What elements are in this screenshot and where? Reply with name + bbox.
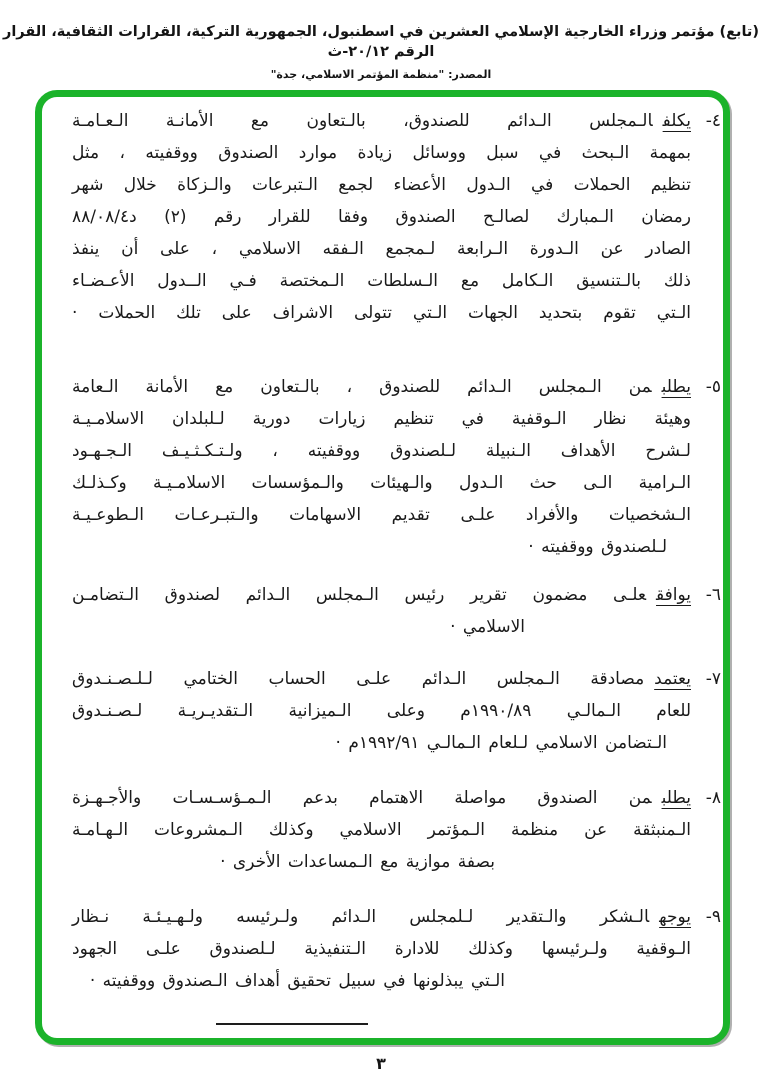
header-source-line: المصدر: "منظمة المؤتمر الاسلامي، جدة" — [270, 68, 492, 81]
item-lead-word: يعتمد — [654, 669, 691, 689]
item-lead-word: يوجه — [659, 907, 691, 927]
item-line: الاسلامي · — [450, 617, 525, 637]
item-lead-word: يطلب — [661, 377, 691, 397]
item-line: الـرامية الـى حث الـدول والـهيئات والـمؤسسات الاسلامـيـة وكـذلـك — [72, 473, 691, 493]
item-line: الـتي تقوم بتحديد الجهات الـتي تتولى الاشراف على تلك الحملات · — [72, 303, 691, 323]
document-header — [0, 0, 762, 82]
item-line: بصفة موازية مع الـمساعدات الأخرى · — [220, 852, 495, 872]
item-number: ٨- — [705, 788, 721, 808]
item-line: تنظيم الحملات في الـدول الأعضاء لجمع الـتبرعات والـزكاة خلال شهر — [72, 175, 691, 195]
resolution-item-4 — [72, 105, 721, 329]
item-line — [72, 901, 691, 933]
item-line — [72, 579, 691, 611]
header-title-line: (تابع) مؤتمر وزراء الخارجية الإسلامي العشرين في اسطنبول، الجمهورية التركية، القرارات الثقافية، القرار الرقم ٢٠/١٢-ث — [2, 24, 759, 60]
item-line: لـشرح الأهداف الـنبيلة لـلصندوق ووقفيته ، ولـتـكـثـيـف الـجـهـود — [72, 441, 691, 461]
green-border-frame — [35, 90, 730, 1045]
item-line-text: من الصندوق مواصلة الاهتمام بدعم الـمـؤسـسـات والأجـهـزة — [72, 788, 652, 808]
item-number: ٥- — [705, 377, 721, 397]
item-line: رمضان الـمبارك لصالـح الصندوق وفقا للقرار رقم (٢) د٨٨/٠٨/٤ — [72, 207, 691, 227]
resolution-item-9 — [72, 901, 721, 997]
item-number: ٩- — [705, 907, 721, 927]
item-line-text: الـشكر والـتقدير لـلمجلس الـدائم ولـرئيسه ولـهـيـئـة نـظار — [72, 907, 650, 927]
item-line: لـلصندوق ووقفيته · — [528, 537, 667, 557]
item-line: وهيئة نظار الـوقفية في تنظيم زيارات دورية لـلبلدان الاسلامـيـة — [72, 409, 691, 429]
item-line — [72, 663, 691, 695]
page-number: ٣ — [376, 1054, 386, 1073]
item-number: ٤- — [705, 111, 721, 131]
item-line: الـشخصيات والأفراد علـى تقديم الاسهامات والـتبـرعـات الـطوعـيـة — [72, 505, 691, 525]
item-lead-word: يطلب — [661, 788, 691, 808]
item-line-text: من الـمجلس الـدائم للصندوق ، بالـتعاون مع الأمانة الـعامة — [72, 377, 652, 397]
item-lead-word: يكلف — [662, 111, 691, 131]
item-line: للعام الـمالـي ١٩٩٠/٨٩م وعلى الـميزانية الـتقديـريـة لـصـنـدوق — [72, 701, 692, 721]
resolution-item-8 — [72, 782, 721, 878]
item-number: ٦- — [705, 585, 721, 605]
resolution-item-6 — [72, 579, 721, 643]
item-line: الصادر عن الـدورة الـرابعة لـمجمع الـفقه الاسلامي ، على أن ينفذ — [72, 239, 691, 259]
resolution-item-7 — [72, 663, 721, 759]
item-line: بمهمة الـبحث في سبل ووسائل زيادة موارد الصندوق ووقفيته ، مثل — [72, 143, 691, 163]
resolution-body — [42, 97, 723, 1025]
item-line: الـتضامن الاسلامي لـلعام الـمالـي ١٩٩٢/٩١م · — [335, 733, 667, 753]
item-lead-word: يوافق — [656, 585, 691, 605]
resolution-item-5 — [72, 371, 721, 563]
item-number: ٧- — [705, 669, 721, 689]
item-line-text: مصادقة الـمجلس الـدائم علـى الحساب الختامي لـلـصـنـدوق — [72, 669, 645, 689]
item-line-text: الـمجلس الـدائم للصندوق، بالـتعاون مع الأمانـة الـعـامـة — [72, 111, 653, 131]
item-line: الـوقفية ولـرئيسها وكذلك للادارة الـتنفيذية لـلصندوق علـى الجهود — [72, 939, 691, 959]
item-line: الـمنبثقة عن منظمة الـمؤتمر الاسلامي وكذلك الـمشروعات الـهـامـة — [72, 820, 691, 840]
item-line — [72, 782, 691, 814]
closing-divider — [216, 1023, 368, 1025]
item-line-text: علـى مضمون تقرير رئيس الـمجلس الـدائم لصندوق الـتضامـن — [72, 585, 647, 605]
item-line: ذلك بالـتنسيق الـكامل مع الـسلطات الـمختصة فـي الــدول الأعـضـاء — [72, 271, 691, 291]
item-line — [72, 105, 691, 137]
item-line — [72, 371, 691, 403]
item-line: الـتي يبذلونها في سبيل تحقيق أهداف الـصندوق ووقفيته · — [89, 971, 505, 991]
